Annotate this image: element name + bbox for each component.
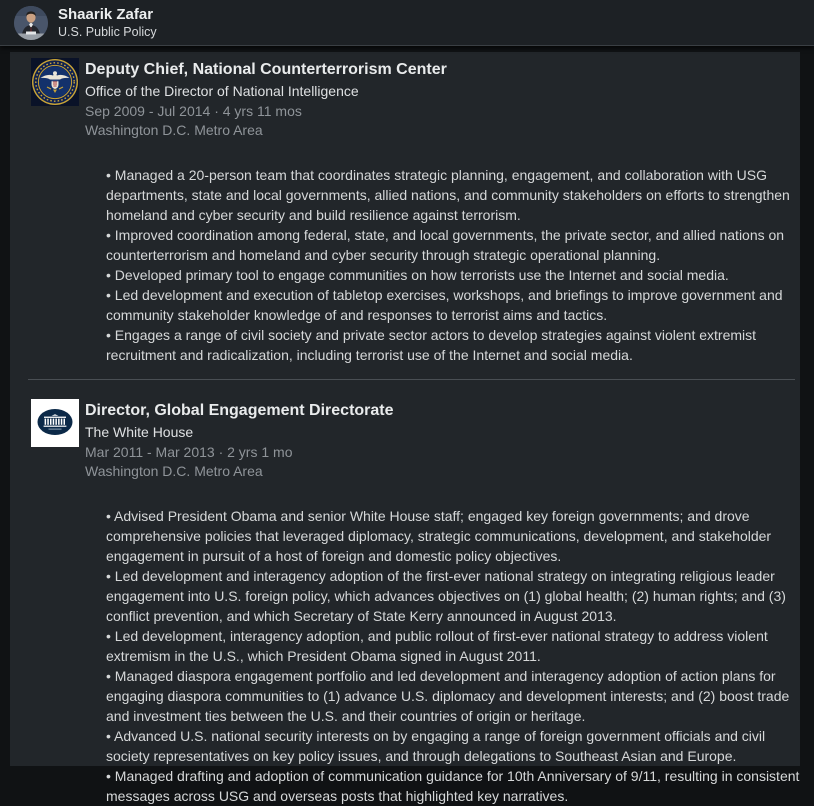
profile-avatar[interactable] bbox=[14, 6, 48, 40]
description-bullet: • Advised President Obama and senior White House staff; engaged key foreign governments; and drove comprehensive policies that leveraged diplomacy, strategic communications, development, and stakeholder engagement in pursuit of a host of foreign and domestic policy objectives. bbox=[106, 508, 772, 564]
location: Washington D.C. Metro Area bbox=[85, 463, 263, 479]
job-title: Director, Global Engagement Directorate bbox=[85, 402, 394, 419]
odni-seal-icon[interactable] bbox=[31, 58, 79, 106]
company-name: The White House bbox=[85, 424, 194, 440]
description-bullet: • Engages a range of civil society and private sector actors to develop strategies against violent extremist recruitment and radicalization, including terrorist use of the Internet and social media. bbox=[106, 327, 757, 363]
description-bullet: • Managed a 20-person team that coordinates strategic planning, engagement, and collaboration with USG departments, state and local governments, allied nations, and community stakeholders on efforts to strengthen homeland and cyber security and build resilience against terrorism. bbox=[106, 167, 790, 223]
job-title: Deputy Chief, National Counterterrorism Center bbox=[85, 61, 447, 78]
description-bullet: • Improved coordination among federal, state, and local governments, the private sector, and allied nations on counterterrorism and homeland and cyber security through strategic operational planning. bbox=[106, 227, 785, 263]
description-bullet: • Led development and execution of tabletop exercises, workshops, and briefings to improve government and community stakeholder knowledge of and responses to terrorist aims and tactics. bbox=[106, 287, 783, 323]
description-bullet: • Managed drafting and adoption of communication guidance for 10th Anniversary of 9/11, resulting in consistent messages across USG and overseas posts that highlighted key narratives. bbox=[106, 768, 800, 804]
entry-divider bbox=[28, 379, 795, 380]
description-bullet: • Led development and interagency adoption of the first-ever national strategy on integrating religious leader engagement into U.S. foreign policy, which advances objectives on (1) global health; (2) human rights; and (3) conflict prevention, and which Secretary of State Kerry announced in August 2013. bbox=[106, 568, 786, 624]
experience-entry-odni bbox=[10, 52, 800, 365]
white-house-icon[interactable] bbox=[31, 399, 79, 447]
date-range: Sep 2009 - Jul 2014 · 4 yrs 11 mos bbox=[85, 103, 302, 119]
company-name: Office of the Director of National Intelligence bbox=[85, 83, 359, 99]
profile-photo-icon bbox=[14, 6, 48, 40]
description-bullet: • Developed primary tool to engage communities on how terrorists use the Internet and social media. bbox=[106, 267, 729, 283]
description-bullet: • Managed diaspora engagement portfolio and led development and interagency adoption of action plans for engaging diaspora communities to (1) advance U.S. diplomacy and development interests; and (2) boost trade and investment ties between the U.S. and their countries of origin or heritage. bbox=[106, 668, 790, 724]
job-description bbox=[106, 506, 811, 806]
experience-entry-white-house bbox=[10, 393, 800, 806]
description-bullet: • Advanced U.S. national security interests on by engaging a range of foreign government officials and civil society representatives on key policy issues, and through delegations to Southeast Asian and Europe. bbox=[106, 728, 766, 764]
location: Washington D.C. Metro Area bbox=[85, 122, 263, 138]
description-bullet: • Led development, interagency adoption, and public rollout of first-ever national strategy to address violent extremism in the U.S., which President Obama signed in August 2011. bbox=[106, 628, 768, 664]
profile-headline: U.S. Public Policy bbox=[58, 25, 157, 39]
job-description bbox=[106, 165, 811, 365]
date-range: Mar 2011 - Mar 2013 · 2 yrs 1 mo bbox=[85, 444, 293, 460]
profile-mini-header bbox=[0, 0, 814, 46]
profile-name: Shaarik Zafar bbox=[58, 6, 154, 23]
experience-section bbox=[10, 52, 800, 804]
